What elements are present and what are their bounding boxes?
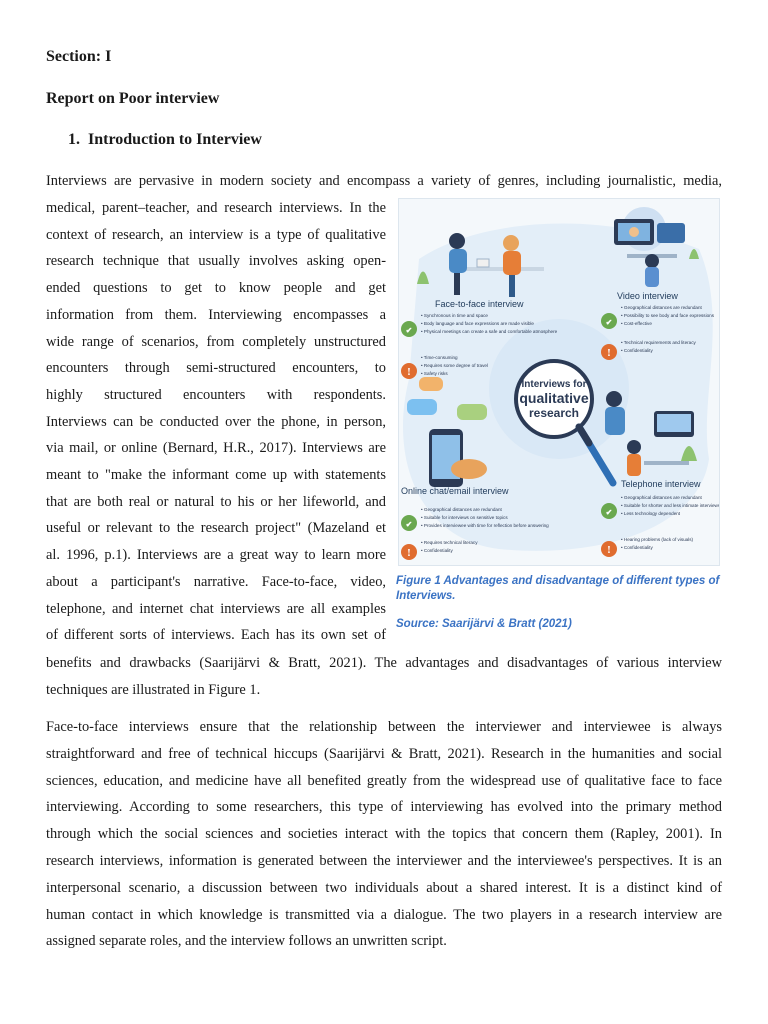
chat-title: Online chat/email interview [401, 486, 509, 496]
center-title-line2: qualitative [519, 390, 589, 406]
figure-bullet: • Requires technical literacy [421, 540, 478, 545]
figure-caption-line1: Figure 1 Advantages and disadvantage of different types of [396, 575, 720, 587]
center-title-line1: Interviews for [521, 379, 587, 390]
figure-bullet: • Less technology dependent [621, 511, 681, 516]
figure-bullet: • Time-consuming [421, 355, 458, 360]
section-heading: Section: I [46, 48, 112, 65]
para1-line: via mail, or online (Bernard, H.R., 2017). Interviews are [46, 440, 386, 457]
para1-line: context of research, an interview is a type of qualitative [46, 226, 386, 243]
figure-bullet: • Synchronous in time and space [421, 313, 488, 318]
para1-line: techniques are illustrated in Figure 1. [46, 682, 261, 698]
figure-image [398, 198, 720, 566]
figure-bullet: • Suitable for shorter and less intimate interviews [621, 503, 721, 508]
figure-bullet: • Provides interviewee with time for reflection before answering [421, 523, 549, 528]
para1-line: al. 1996, p.1). Interviews are a great way to learn more [46, 547, 386, 564]
figure-bullet: • Confidentiality [621, 348, 653, 353]
center-title-line3: research [528, 406, 580, 420]
figure-source: Source: Saarijärvi & Bratt (2021) [396, 618, 572, 630]
para2-line: interpersonal scenario, a discussion between two individuals about a shared interest. It is a distinct kind of [46, 879, 722, 896]
figure-bullet: • Safety risks [421, 371, 448, 376]
figure-bullet: • Body language and face expressions are made visible [421, 321, 534, 326]
figure-bullet: • Geographical distances are redundant [421, 507, 502, 512]
warning-glyph: ! [607, 544, 611, 556]
figure-bullet: • Confidentiality [621, 545, 653, 550]
para2-line: human contact in which knowledge is transmitted via a dialogue. The two players in a research interview are [46, 906, 722, 923]
report-heading: Report on Poor interview [46, 90, 220, 107]
phone-title: Telephone interview [621, 479, 701, 489]
intro-heading-title: Introduction to Interview [88, 131, 262, 148]
thumbs-up-glyph: ✔ [605, 318, 613, 327]
warning-glyph: ! [407, 547, 411, 559]
para1-line: Interviews can be conducted over the phone, in person, [46, 413, 386, 430]
para1-line: benefits and drawbacks (Saarijärvi & Bratt, 2021). The advantages and disadvantages of various interview [46, 655, 722, 671]
para1-line: research technique that usually involves asking open- [46, 253, 386, 270]
para1-line: information from them. Interviewing encompasses a [46, 306, 386, 323]
para2-line: straightforward and free of technical hiccups (Saarijärvi & Bratt, 2021). Research in the humanities and social [46, 745, 722, 762]
para1-line: about a participant's narrative. Face-to-face, video, [46, 573, 386, 590]
para1-line: wide range of scenarios, from completely unstructured [46, 333, 386, 350]
figure-bullet: • Requires some degree of travel [421, 363, 488, 368]
thumbs-up-glyph: ✔ [405, 520, 413, 529]
figure-bullet: • Cost-effective [621, 321, 652, 326]
para2-line: Face-to-face interviews ensure that the relationship between the interviewer and interviewee is always [46, 719, 722, 735]
para2-line: interviewing. According to some researchers, this type of interviewing has evolved into the primary method [46, 799, 722, 816]
para2-line: research interviews, information is generated between the interviewer and the interviewee's perspectives. It is an [46, 853, 722, 869]
figure-bullet: • Technical requirements and literacy [621, 340, 696, 345]
para2-line: assigned separate roles, and the interview follows an unwritten script. [46, 933, 447, 950]
figure-bullet: • Hearing problems (lack of visuals) [621, 537, 694, 542]
warning-glyph: ! [407, 366, 411, 378]
para1-line: ended questions to get to know people and get [46, 280, 386, 297]
figure-caption-line2: Interviews. [396, 590, 456, 602]
figure-bullet: • Geographical distances are redundant [621, 305, 702, 310]
intro-heading [68, 131, 262, 149]
para2-line: through which the social sciences and societies interact with the topics that concern them (Rapley, 2001). In [46, 826, 722, 843]
intro-heading-number: 1. [68, 131, 80, 148]
figure-bullet: • Geographical distances are redundant [621, 495, 702, 500]
figure-bullet: • Suitable for interviews on sensitive topics [421, 515, 508, 520]
figure-bullet: • Physical meetings can create a safe and comfortable atmosphere [421, 329, 558, 334]
para1-line: encounters through semi-structured encounters, to [46, 360, 386, 377]
para2-line: sciences, education, and medicine have all benefited greatly from the widespread use of qualitative face to face [46, 772, 722, 789]
para1-line: medical, parent–teacher, and research interviews. In the [46, 200, 386, 216]
warning-glyph: ! [607, 347, 611, 359]
para1-line: Interviews are pervasive in modern society and encompass a variety of genres, including journalistic, media, [46, 173, 722, 189]
thumbs-up-glyph: ✔ [605, 508, 613, 517]
para1-line: meant to "make the informant come up with statements [46, 467, 386, 483]
video-title: Video interview [617, 291, 678, 301]
para1-line: of different sorts of interviews. Each has its own set of [46, 627, 386, 644]
face-title: Face-to-face interview [435, 299, 524, 309]
para1-line: telephone, and internet chat interviews are all examples [46, 600, 386, 617]
thumbs-up-glyph: ✔ [405, 326, 413, 335]
para1-line: that are both real or natural to his or her lifeworld, and [46, 493, 386, 510]
figure-bullet: • Possibility to see body and face expressions [621, 313, 715, 318]
figure-bullet: • Confidentiality [421, 548, 453, 553]
para1-line: highly structured encounters with respondents. [46, 386, 386, 403]
figure-caption [396, 574, 726, 604]
para1-line: useful or relevant to the research project" (Mazeland et [46, 520, 386, 537]
